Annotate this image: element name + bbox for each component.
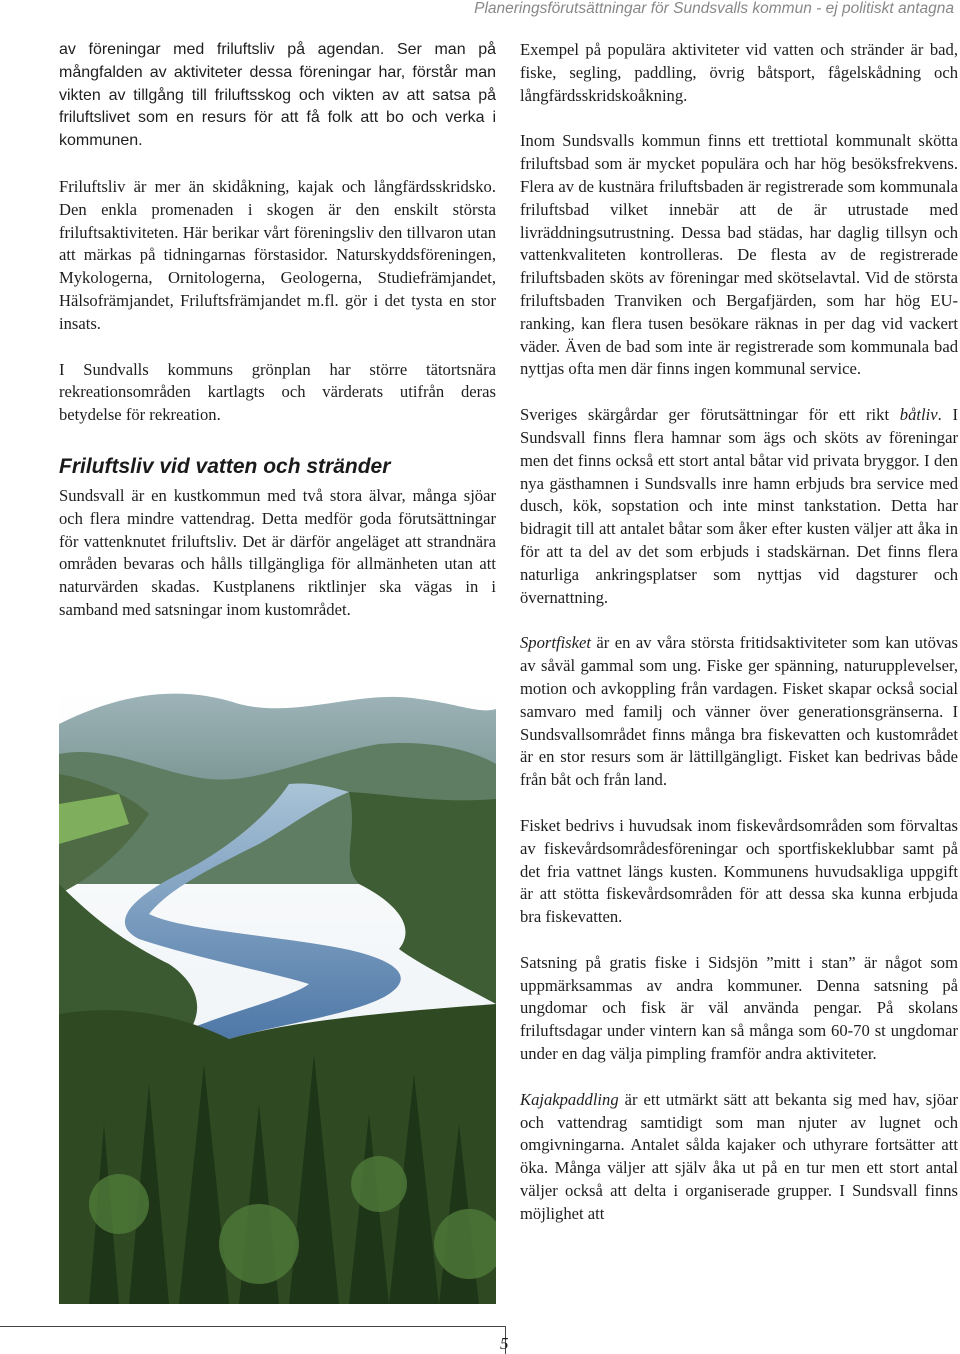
- emphasis-text: båtliv: [899, 405, 938, 425]
- section-heading: Friluftsliv vid vatten och stränder: [59, 454, 391, 478]
- paragraph: Exempel på populära aktiviteter vid vatten och stränder är bad, fiske, segling, paddling, övrig båtsport, fågelskådning och långfärdsskridskoåkning.: [520, 40, 958, 105]
- paragraph: av föreningar med friluftsliv på agendan. Ser man på mångfalden av aktiviteter dessa föreningar har, förstår man vikten av tillgång till friluftsskog och vikten av att satsa på friluftslivet som en resurs för att få folk att bo och verka i kommunen.: [59, 41, 496, 150]
- text-run: . I Sundsvall finns flera hamnar som ägs och sköts av föreningar men det finns också ett stort antal båtar vid privata bryggor. I den nya gästhamnen i Sundsvalls inre hamn erbjuds bra service med dusch, kök, sopstation och inte minst tankstation. Detta har bidragit till att antalet båtar som åker efter kusten väljer att åka in för att ta del av det som erbjuds i stadskärnan. Det finns flera naturliga ankringsplatser som nyttjas vid dagsturer och övernattning.: [520, 405, 958, 607]
- text-run: Sveriges skärgårdar ger förutsättningar för ett rikt: [520, 405, 900, 425]
- lake-valley-photo: [59, 684, 496, 1304]
- paragraph: Fisket bedrivs i huvudsak inom fiskevårdsområden som förvaltas av fiskevårdsområdesföreningar och sportfiskeklubbar samt på det fria vattnet längs kusten. Kommunens huvudsakliga uppgift är att stötta fiskevårdsområden för att dessa ska kunna erbjuda bra fiskevatten.: [520, 815, 958, 927]
- paragraph: Inom Sundsvalls kommun finns ett trettiotal kommunalt skötta friluftsbad som är mycket populära och har hög besöksfrekvens. Flera av de kustnära friluftsbaden är registrerade som kommunala friluftsbad vilket innebär att de är utrustade med livräddningsutrustning. Dessa bad städas, har daglig tillsyn och vattenkvaliteten kontrolleras. De flesta av de registrerade friluftsbaden sköts av föreningar med skötselavtal. Vid de största friluftsbaden Tranviken och Bergafjärden, som har hög EU-ranking, kan flera tusen besökare räknas in per dag vid vackert väder. Även de bad som inte är registrerade som kommunala bad nyttjas ofta men där finns ingen kommunal service.: [520, 131, 958, 379]
- paragraph: [520, 1089, 958, 1226]
- running-header: Planeringsförutsättningar för Sundsvalls kommun - ej politiskt antagna: [474, 0, 954, 17]
- text-run: är ett utmärkt sätt att bekanta sig med hav, sjöar och vattendrag samtidigt som man njuter av lugnet och omgivningarna. Antalet sålda kajaker och uthyrare fortsätter att öka. Många väljer att själv åka ut på en tur men ett stort antal väljer också att delta i organiserade grupper. I Sundsvall finns möjlighet att: [520, 1089, 958, 1223]
- paragraph: I Sundvalls kommuns grönplan har större tätortsnära rekreationsområden kartlagts och värderats utifrån deras betydelse för rekreation.: [59, 359, 496, 425]
- paragraph: Sundsvall är en kustkommun med två stora älvar, många sjöar och flera mindre vattendrag. Detta medför goda förutsättningar för vattenknutet friluftsliv. Det är därför angeläget att strandnära områden bevaras och hålls tillgängliga för allmänheten utan att naturvärden skadas. Kustplanens riktlinjer ska vägas in i samband med satsningar inom kustområdet.: [59, 485, 496, 619]
- left-column: [59, 39, 496, 645]
- paragraph: [520, 404, 958, 609]
- page-number: 5: [500, 1334, 509, 1353]
- emphasis-text: Kajakpaddling: [520, 1089, 619, 1109]
- paragraph: [520, 632, 958, 792]
- paragraph: Friluftsliv är mer än skidåkning, kajak och långfärdsskridsko. Den enkla promenaden i skogen är den enskilt största friluftsaktiviteten. Här berikar vårt föreningsliv den tillvaron utan att märkas på tidningarnas förstasidor. Naturskyddsföreningen, Mykologerna, Ornitologerna, Geologerna, Studiefrämjandet, Hälsofrämjandet, Friluftsfrämjandet m.fl. gör i det tysta en stor insats.: [59, 176, 496, 333]
- text-run: är en av våra största fritidsaktiviteter som kan utövas av såväl gammal som ung. Fiske ger spänning, naturupplevelser, motion och avkoppling från vardagen. Fisket skapar också social samvaro med familj och vänner över generationsgränserna. I Sundsvallsområdet finns många bra fiskevatten och kustområdet är en stor resurs som är lättillgängligt. Fisket kan bedrivas både från båt och från land.: [520, 633, 958, 790]
- emphasis-text: Sportfisket: [520, 633, 591, 653]
- footer-rule: [0, 1326, 505, 1327]
- right-column: [520, 39, 958, 1249]
- paragraph: Satsning på gratis fiske i Sidsjön ”mitt i stan” är något som uppmärksammas av andra kommuner. Denna satsning på ungdomar och fisk är väl använda pengar. På skolans friluftsdagar under vintern kan så många som 60-70 st ungdomar under en dag välja pimpling framför andra aktiviteter.: [520, 952, 958, 1064]
